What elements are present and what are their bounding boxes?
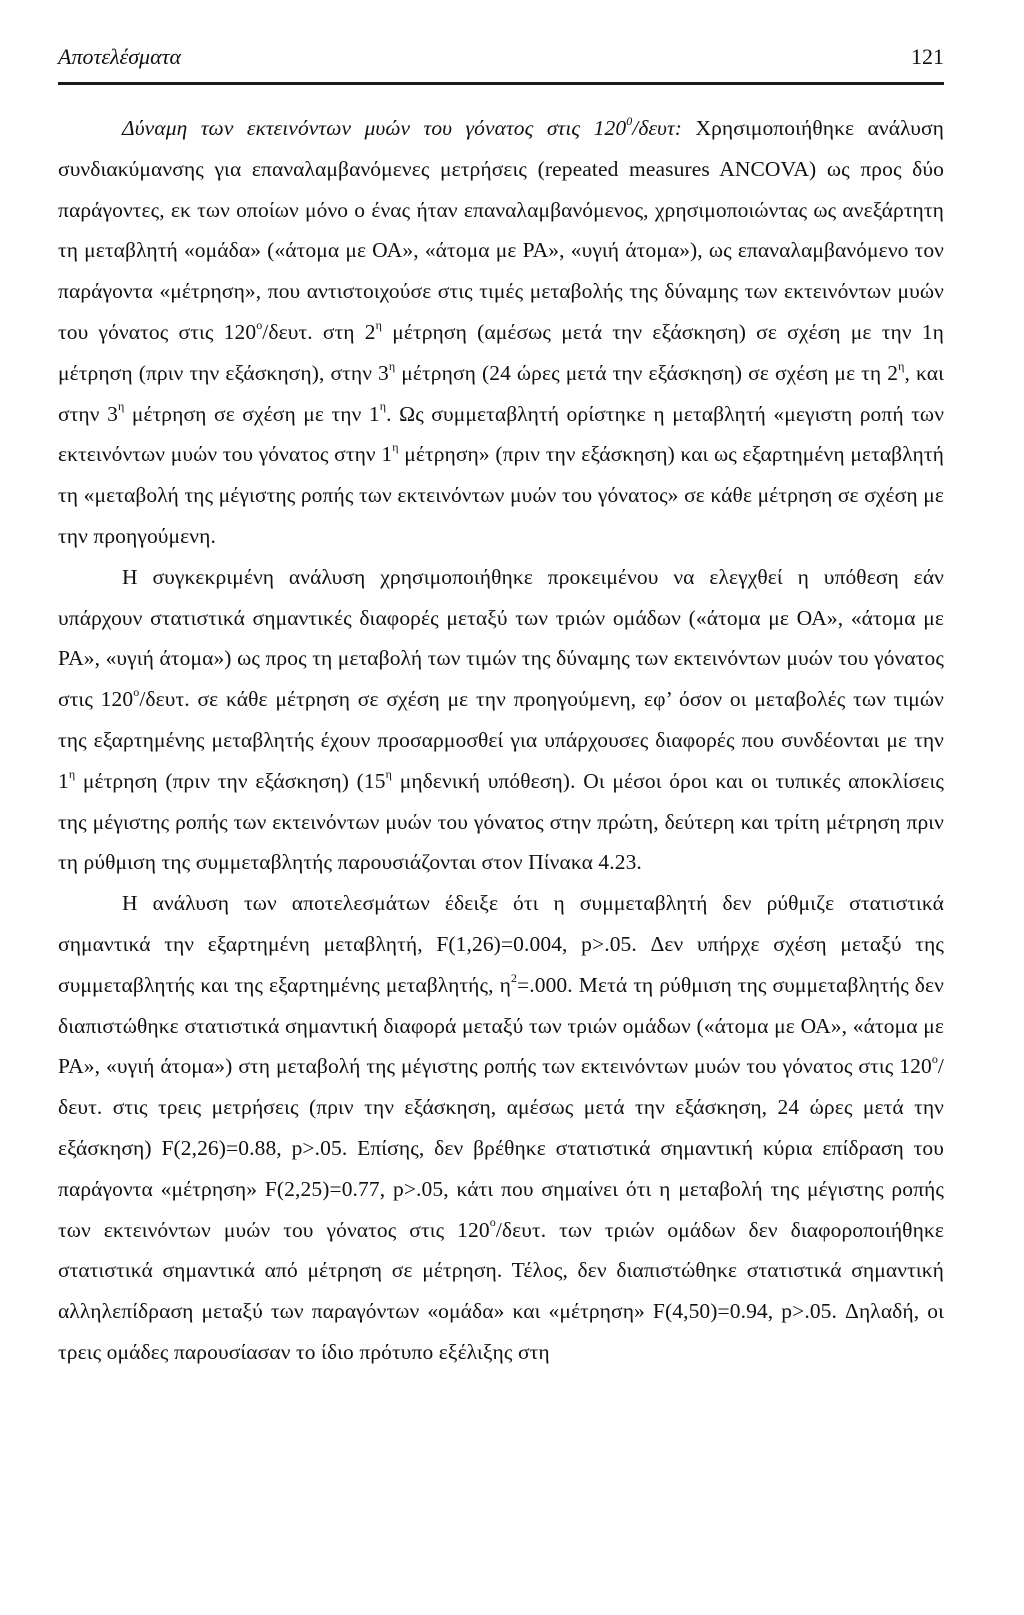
superscript: η	[385, 766, 393, 781]
paragraph-2	[58, 557, 944, 883]
text-run: μέτρηση» (πριν την εξάσκηση) και ως εξαρτημένη μεταβλητή τη «μεταβολή της μέγιστης ροπής των εκτεινόντων μυών του γόνατος» σε κάθε μέτρηση σε σχέση με την προηγούμενη.	[58, 442, 944, 548]
text-run: . Ως συμμεταβλητή ορίστηκε η μεταβλητή «μεγιστη ροπή των εκτεινόντων μυών του γόνατος στην 1	[58, 401, 945, 467]
lead-text-end: /δευτ:	[632, 116, 683, 140]
superscript: o	[931, 1052, 938, 1067]
superscript: η	[379, 399, 387, 414]
text-run: /δευτ. σε κάθε μέτρηση σε σχέση με την προηγούμενη, εφ’ όσον οι μεταβολές των τιμών της εξαρτημένης μεταβλητής έχουν προσαρμοσθεί για υπάρχουσες διαφορές που συνδέονται με την 1	[58, 687, 945, 793]
page-number: 121	[911, 44, 944, 69]
superscript: η	[898, 358, 905, 373]
superscript: η	[117, 399, 125, 414]
text-run: /δευτ. στις τρεις μετρήσεις (πριν την εξάσκηση, αμέσως μετά την εξάσκηση, 24 ώρες μετά την εξάσκηση) F(2,26)=0.88, p>.05. Επίσης, δεν βρέθηκε στατιστικά σημαντική κύρια επίδραση του παράγοντα «μέτρηση» F(2,25)=0.77, p>.05, κάτι που σημαίνει ότι η μεταβολή της μέγιστης ροπής των εκτεινόντων μυών του γόνατος στις 120	[58, 1054, 944, 1242]
superscript: 0	[626, 113, 633, 128]
lead-text: Δύναμη των εκτεινόντων μυών του γόνατος στις 120	[122, 116, 627, 140]
running-header	[58, 44, 944, 76]
superscript: o	[256, 317, 263, 332]
text-run: Η ανάλυση των αποτελεσμάτων έδειξε ότι η συμμεταβλητή δεν ρύθμιζε στατιστικά σημαντικά την εξαρτημένη μεταβλητή, F(1,26)=0.004, p>.05. Δεν υπήρχε σχέση μεταξύ της συμμεταβλητής και της εξαρτημένης μεταβλητής, η	[58, 891, 944, 997]
text-run: μέτρηση (πριν την εξάσκηση) (15	[75, 768, 386, 793]
superscript: η	[68, 766, 76, 781]
text-run: , και στην 3	[58, 360, 944, 426]
superscript: 2	[510, 970, 518, 985]
paragraph-3	[58, 883, 944, 1373]
text-run: /δευτ. των τριών ομάδων δεν διαφοροποιήθηκε στατιστικά σημαντικά από μέτρηση σε μέτρηση. Τέλος, δεν διαπιστώθηκε στατιστικά σημαντική αλληλεπίδραση μεταξύ των παραγόντων «ομάδα» και «μέτρηση» F(4,50)=0.94, p>.05. Δηλαδή, οι τρεις ομάδες παρουσίασαν το ίδιο πρότυπο εξέλιξης στη	[58, 1217, 944, 1364]
superscript: η	[388, 358, 396, 373]
text-run: Χρησιμοποιήθηκε ανάλυση συνδιακύμανσης για επαναλαμβανόμενες μετρήσεις (repeated measures ANCOVA) ως προς δύο παράγοντες, εκ των οποίων μόνο ο ένας ήταν επαναλαμβανόμενος, χρησιμοποιώντας ως ανεξάρτητη τη μεταβλητή «ομάδα» («άτομα με ΟΑ», «άτομα με ΡΑ», «υγιή άτομα»), ως επαναλαμβανόμενο τον παράγοντα «μέτρηση», που αντιστοιχούσε στις τιμές μεταβολής της δύναμης των εκτεινόντων μυών του γόνατος στις 120	[58, 116, 944, 344]
superscript: η	[392, 440, 399, 455]
header-rule	[58, 82, 944, 85]
text-run: μέτρηση (24 ώρες μετά την εξάσκηση) σε σχέση με τη 2	[395, 360, 899, 385]
text-run: μηδενική υπόθεση). Οι μέσοι όροι και οι τυπικές αποκλίσεις της μέγιστης ροπής των εκτεινόντων μυών του γόνατος στην πρώτη, δεύτερη και τρίτη μέτρηση πριν τη ρύθμιση της συμμεταβλητής παρουσιάζονται στον Πίνακα 4.23.	[58, 768, 944, 875]
section-title: Αποτελέσματα	[58, 44, 182, 69]
superscript: o	[133, 685, 140, 699]
text-run: =.000. Μετά τη ρύθμιση της συμμεταβλητής δεν διαπιστώθηκε στατιστικά σημαντική διαφορά μεταξύ των τριών ομάδων («άτομα με ΟΑ», «άτομα με ΡΑ», «υγιή άτομα») στη μεταβολή της μέγιστης ροπής των εκτεινόντων μυών του γόνατος στις 120	[58, 972, 944, 1079]
paragraph-lead-heading	[122, 113, 683, 140]
text-run: μέτρηση σε σχέση με την 1	[124, 401, 380, 426]
body-text	[58, 108, 944, 1373]
superscript: o	[489, 1215, 496, 1230]
text-run: μέτρηση (αμέσως μετά την εξάσκηση) σε σχέση με την 1η μέτρηση (πριν την εξάσκηση), στην 3	[58, 319, 945, 385]
paragraph-1	[58, 108, 944, 557]
superscript: η	[375, 317, 383, 332]
text-run: Η συγκεκριμένη ανάλυση χρησιμοποιήθηκε προκειμένου να ελεγχθεί η υπόθεση εάν υπάρχουν στατιστικά σημαντικές διαφορές μεταξύ των τριών ομάδων («άτομα με ΟΑ», «άτομα με ΡΑ», «υγιή άτομα») ως προς τη μεταβολή των τιμών της δύναμης των εκτεινόντων μυών του γόνατος στις 120	[58, 564, 944, 712]
text-run: /δευτ. στη 2	[262, 319, 376, 344]
